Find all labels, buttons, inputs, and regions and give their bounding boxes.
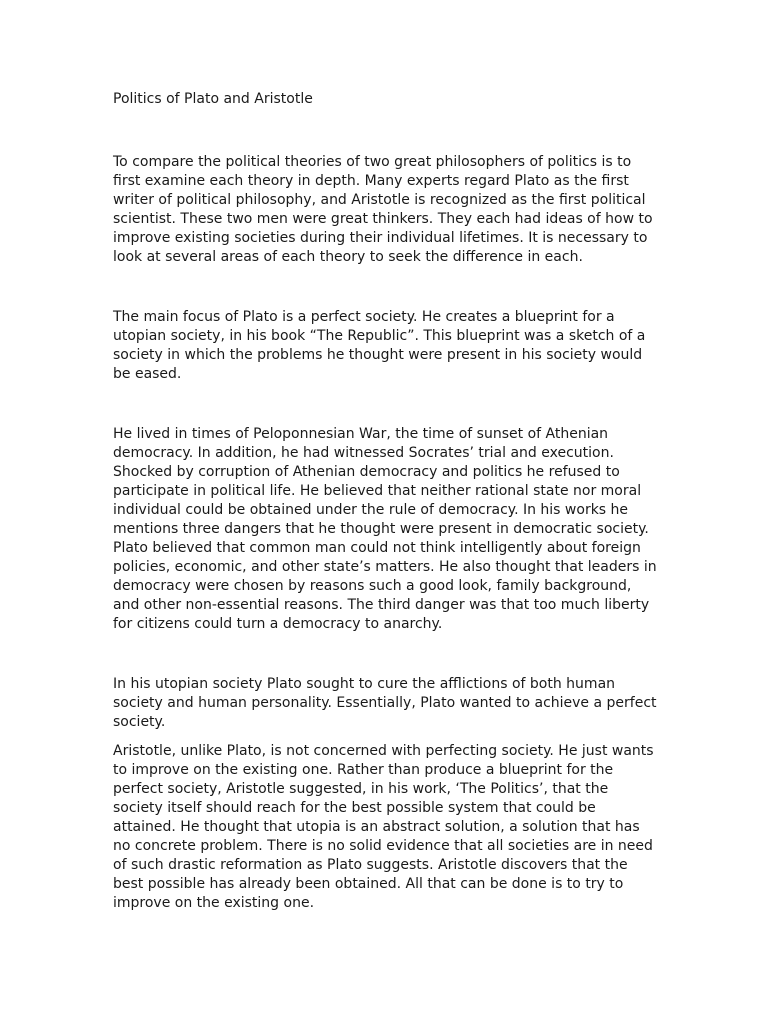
- paragraph-plato-context: He lived in times of Peloponnesian War, the time of sunset of Athenian democracy. In addition, he had witnessed Socrates’ trial and execution. Shocked by corruption of Athenian democracy and politics he refused to participate in political life. He believed that neither rational state nor moral individual could be obtained under the rule of democracy. In his works he mentions three dangers that he thought were present in democratic society. Plato believed that common man could not think intelligently about foreign policies, economic, and other state’s matters. He also thought that leaders in democracy were chosen by reasons such a good look, family background, and other non-essential reasons. The third danger was that too much liberty for citizens could turn a democracy to anarchy.: [113, 426, 657, 632]
- document-page: [113, 90, 658, 913]
- paragraph-plato-focus: The main focus of Plato is a perfect society. He creates a blueprint for a utopian society, in his book “The Republic”. This blueprint was a sketch of a society in which the problems he thought were present in his society would be eased.: [113, 309, 646, 382]
- document-title: Politics of Plato and Aristotle: [113, 91, 313, 107]
- paragraph-plato-utopia: In his utopian society Plato sought to cure the afflictions of both human society and human personality. Essentially, Plato wanted to achieve a perfect society.: [113, 676, 657, 730]
- paragraph-intro: To compare the political theories of two great philosophers of politics is to first examine each theory in depth. Many experts regard Plato as the first writer of political philosophy, and Aristotle is recognized as the first political scientist. These two men were great thinkers. They each had ideas of how to improve existing societies during their individual lifetimes. It is necessary to look at several areas of each theory to seek the difference in each.: [113, 154, 653, 265]
- paragraph-aristotle: Aristotle, unlike Plato, is not concerned with perfecting society. He just wants to improve on the existing one. Rather than produce a blueprint for the perfect society, Aristotle suggested, in his work, ‘The Politics’, that the society itself should reach for the best possible system that could be attained. He thought that utopia is an abstract solution, a solution that has no concrete problem. There is no solid evidence that all societies are in need of such drastic reformation as Plato suggests. Aristotle discovers that the best possible has already been obtained. All that can be done is to try to improve on the existing one.: [113, 743, 654, 911]
